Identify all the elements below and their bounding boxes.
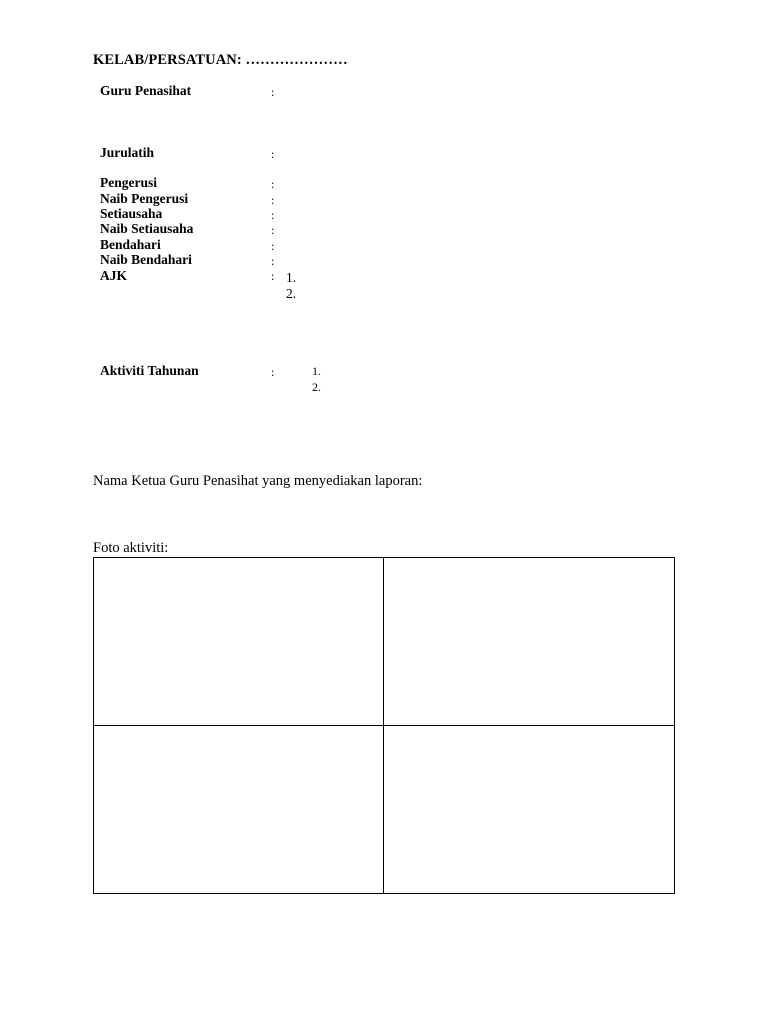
- prepared-by-label: Nama Ketua Guru Penasihat yang menyediakan laporan:: [93, 473, 423, 489]
- label-setiausaha: Setiausaha: [100, 206, 163, 221]
- label-aktiviti-tahunan: Aktiviti Tahunan: [100, 363, 199, 378]
- label-naib-setiausaha: Naib Setiausaha: [100, 221, 194, 236]
- colon-naib-pengerusi: :: [271, 193, 275, 207]
- photo-cell-bottom-right: [384, 726, 674, 893]
- label-ajk: AJK: [100, 268, 127, 283]
- colon-aktiviti-tahunan: :: [271, 365, 275, 379]
- photo-cell-bottom-left: [94, 726, 384, 893]
- label-pengerusi: Pengerusi: [100, 175, 157, 190]
- photo-grid: [93, 557, 675, 894]
- colon-bendahari: :: [271, 239, 275, 253]
- ajk-item-1: 1.: [286, 270, 297, 285]
- label-naib-pengerusi: Naib Pengerusi: [100, 191, 189, 206]
- colon-naib-setiausaha: :: [271, 223, 275, 237]
- photo-cell-top-right: [384, 558, 674, 726]
- colon-setiausaha: :: [271, 208, 275, 222]
- page-title: KELAB/PERSATUAN: …………………: [93, 52, 348, 68]
- colon-jurulatih: :: [271, 147, 275, 161]
- photo-cell-top-left: [94, 558, 384, 726]
- ajk-item-2: 2.: [286, 286, 297, 301]
- label-guru-penasihat: Guru Penasihat: [100, 83, 192, 98]
- colon-ajk: :: [271, 269, 275, 283]
- colon-guru-penasihat: :: [271, 85, 275, 99]
- label-jurulatih: Jurulatih: [100, 145, 155, 160]
- colon-pengerusi: :: [271, 177, 275, 191]
- label-naib-bendahari: Naib Bendahari: [100, 252, 192, 267]
- photo-label: Foto aktiviti:: [93, 540, 169, 556]
- label-bendahari: Bendahari: [100, 237, 161, 252]
- aktiviti-item-2: 2.: [312, 380, 321, 394]
- aktiviti-item-1: 1.: [312, 364, 321, 378]
- colon-naib-bendahari: :: [271, 254, 275, 268]
